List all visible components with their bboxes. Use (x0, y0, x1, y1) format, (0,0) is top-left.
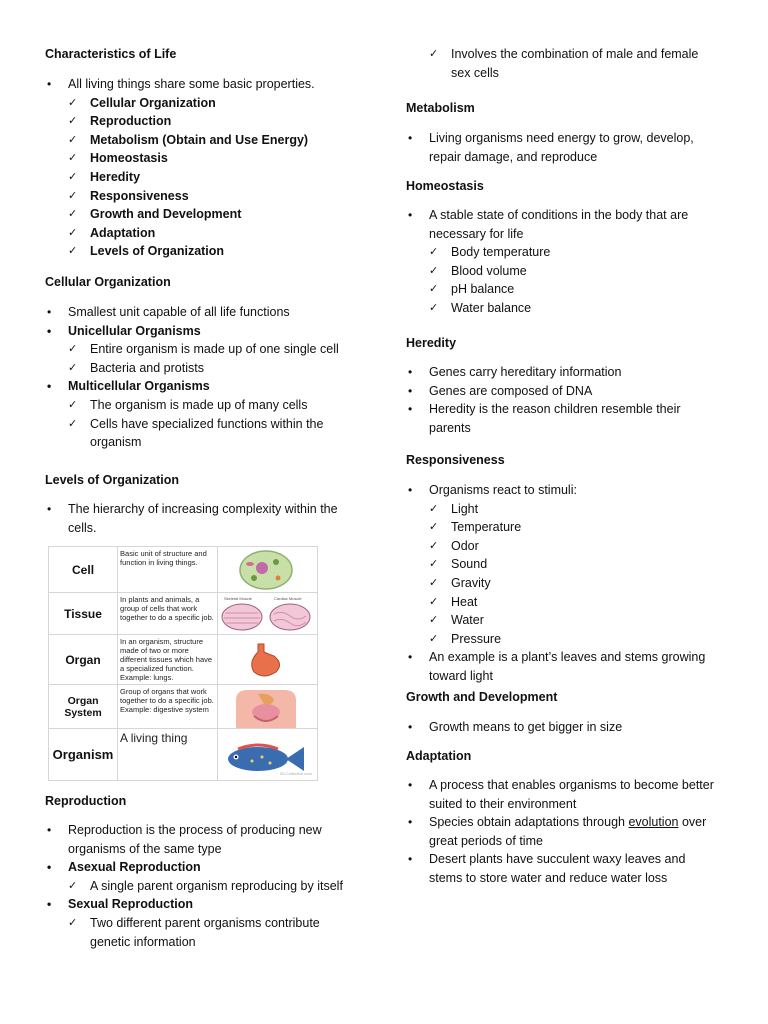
characteristics-list (45, 75, 385, 261)
tissue-label: Cardiac Muscle (274, 595, 302, 601)
list-item: ✓ Involves the combination of male and female sex cells (406, 45, 706, 82)
responsiveness-heading: Responsiveness (406, 453, 505, 467)
list-item: ✓ Pressure (406, 630, 716, 649)
list-item: ✓ Metabolism (Obtain and Use Energy) (45, 131, 385, 150)
list-item: • Sexual Reproduction (45, 895, 345, 914)
digestive-system-image (218, 685, 318, 729)
list-item: • Reproduction is the process of producing new organisms of the same type (45, 821, 345, 858)
list-item: ✓ Light (406, 500, 716, 519)
levels-of-organization-table (48, 546, 318, 781)
text-segment: over great periods of time (429, 815, 707, 848)
list-item: • All living things share some basic properties. (45, 75, 385, 94)
metabolism-list (406, 129, 706, 166)
list-item: ✓ pH balance (406, 280, 706, 299)
heredity-heading: Heredity (406, 336, 457, 350)
list-item: • Growth means to get bigger in size (406, 718, 706, 737)
reproduction-continued-list (406, 45, 706, 82)
cellular-heading: Cellular Organization (45, 275, 171, 289)
list-item: ✓ Blood volume (406, 262, 706, 281)
table-row (49, 593, 318, 635)
list-item: ✓ Heredity (45, 168, 385, 187)
watermark: iSLCollective.com (280, 770, 312, 776)
list-item: • Genes are composed of DNA (406, 382, 706, 401)
table-cell-description: A living thing (118, 729, 218, 781)
list-item: ✓ Sound (406, 555, 716, 574)
levels-heading: Levels of Organization (45, 473, 180, 487)
table-row (49, 729, 318, 781)
list-item: ✓ Gravity (406, 574, 716, 593)
table-cell-description: Basic unit of structure and function in living things. (118, 547, 218, 593)
tissue-image (218, 593, 318, 635)
stomach-image (218, 635, 318, 685)
reproduction-list (45, 821, 345, 951)
table-cell-level: Organism (49, 729, 118, 781)
table-cell-description: Group of organs that work together to do a specific job. Example: digestive system (118, 685, 218, 729)
list-item: • Smallest unit capable of all life functions (45, 303, 345, 322)
list-item: ✓ Two different parent organisms contribute genetic information (45, 914, 345, 951)
list-item: ✓ Responsiveness (45, 187, 385, 206)
table-row (49, 547, 318, 593)
table-cell-description: In plants and animals, a group of cells that work together to do a specific job. (118, 593, 218, 635)
evolution-term: evolution (628, 815, 679, 830)
list-item: ✓ Entire organism is made up of one single cell (45, 340, 345, 359)
list-item: • A stable state of conditions in the body that are necessary for life (406, 206, 706, 243)
list-item: • Multicellular Organisms (45, 377, 345, 396)
table-row (49, 685, 318, 729)
responsiveness-list (406, 481, 716, 686)
table-cell-level: Tissue (49, 593, 118, 635)
growth-heading: Growth and Development (406, 690, 558, 704)
list-item: ✓ Homeostasis (45, 149, 385, 168)
table-cell-level: Cell (49, 547, 118, 593)
reproduction-heading: Reproduction (45, 794, 127, 808)
list-item: ✓ Cellular Organization (45, 94, 385, 113)
list-item: ✓ Bacteria and protists (45, 359, 345, 378)
list-item: • Heredity is the reason children resemble their parents (406, 400, 706, 437)
list-item: ✓ Water (406, 611, 716, 630)
tissue-label: Skeletal Muscle (224, 595, 253, 601)
cell-image (218, 547, 318, 593)
adaptation-heading: Adaptation (406, 749, 472, 763)
characteristics-heading: Characteristics of Life (45, 47, 177, 61)
list-item: • Living organisms need energy to grow, develop, repair damage, and reproduce (406, 129, 706, 166)
table-cell-description: In an organism, structure made of two or more different tissues which have a specialized function. Example: lungs. (118, 635, 218, 685)
list-item: ✓ A single parent organism reproducing by itself (45, 877, 345, 896)
table-cell-level: Organ (49, 635, 118, 685)
list-item: • An example is a plant’s leaves and stems growing toward light (406, 648, 716, 685)
homeostasis-heading: Homeostasis (406, 179, 484, 193)
list-item: • Organisms react to stimuli: (406, 481, 716, 500)
cellular-list (45, 303, 345, 452)
list-item: ✓ Body temperature (406, 243, 706, 262)
metabolism-heading: Metabolism (406, 101, 475, 115)
list-item: ✓ Cells have specialized functions within the organism (45, 415, 345, 452)
growth-list (406, 718, 706, 737)
list-item (406, 813, 716, 850)
table-row (49, 635, 318, 685)
heredity-list (406, 363, 706, 437)
homeostasis-list (406, 206, 706, 318)
list-item: • Asexual Reproduction (45, 858, 345, 877)
list-item: ✓ Heat (406, 593, 716, 612)
levels-list (45, 500, 345, 537)
list-item: ✓ Reproduction (45, 112, 385, 131)
list-item: ✓ Growth and Development (45, 205, 385, 224)
list-item: ✓ Odor (406, 537, 716, 556)
table-cell-level: Organ System (49, 685, 118, 729)
list-item: ✓ Water balance (406, 299, 706, 318)
list-item: • Genes carry hereditary information (406, 363, 706, 382)
list-item: ✓ The organism is made up of many cells (45, 396, 345, 415)
list-item: ✓ Temperature (406, 518, 716, 537)
text-segment: Species obtain adaptations through (429, 815, 629, 830)
adaptation-list (406, 776, 716, 888)
list-item: • Desert plants have succulent waxy leaves and stems to store water and reduce water loss (406, 850, 716, 887)
list-item: • Unicellular Organisms (45, 322, 345, 341)
fish-image (218, 729, 318, 781)
list-item: ✓ Levels of Organization (45, 242, 385, 261)
list-item: ✓ Adaptation (45, 224, 385, 243)
list-item: • A process that enables organisms to become better suited to their environment (406, 776, 716, 813)
list-item: • The hierarchy of increasing complexity within the cells. (45, 500, 345, 537)
